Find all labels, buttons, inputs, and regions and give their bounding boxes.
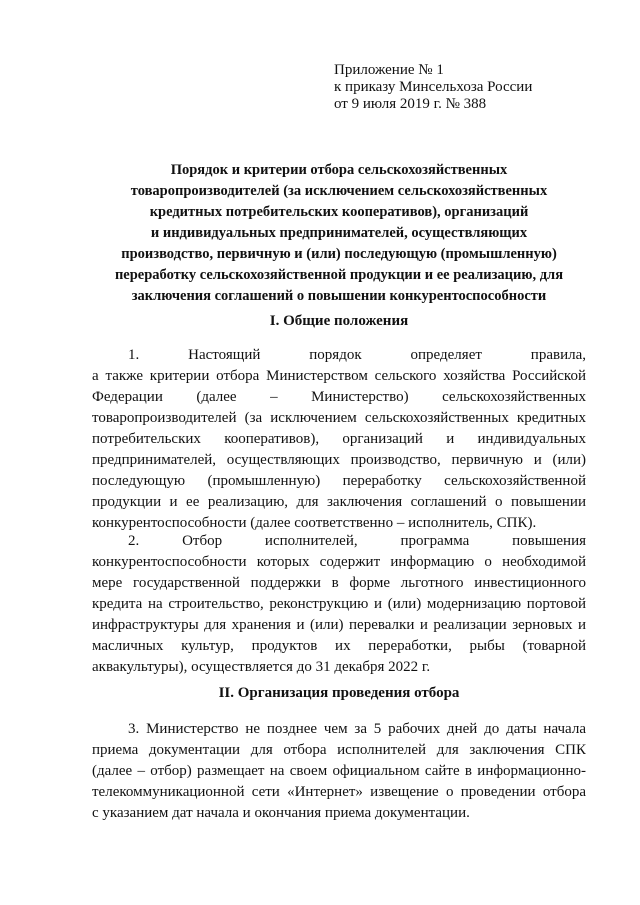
- title-line: заключения соглашений о повышении конкурентоспособности: [131, 288, 547, 304]
- document-title: [92, 160, 586, 307]
- title-line: переработку сельскохозяйственной продукции и ее реализацию, для: [114, 267, 564, 283]
- title-line: производство, первичную и (или) последующую (промышленную): [121, 246, 557, 262]
- paragraph-line: кредита на строительство, реконструкцию и (или) модернизацию портовой: [92, 596, 586, 612]
- section-heading-general: I. Общие положения: [269, 313, 409, 329]
- paragraph-line: предпринимателей, осуществляющих производство, первичную и (или): [92, 452, 586, 468]
- paragraph-line: продукции и ее реализацию, для заключения соглашений о повышении: [92, 494, 586, 510]
- section-heading-organization: II. Организация проведения отбора: [218, 685, 460, 701]
- title-line: Порядок и критерии отбора сельскохозяйственных: [170, 162, 508, 178]
- paragraph-1: [92, 345, 586, 534]
- paragraph-line: Федерации (далее – Министерство) сельскохозяйственных: [92, 389, 586, 405]
- paragraph-line: товаропроизводителей (за исключением сельскохозяйственных кредитных: [92, 410, 586, 426]
- paragraph-line: конкурентоспособности которых содержит информацию о необходимой: [92, 554, 586, 570]
- paragraph-line: 1. Настоящий порядок определяет правила,: [128, 347, 586, 363]
- paragraph-line: последующую (промышленную) переработку сельскохозяйственной: [92, 473, 586, 489]
- title-line: товаропроизводителей (за исключением сельскохозяйственных: [130, 183, 548, 199]
- appendix-order-ref: к приказу Минсельхоза России: [334, 79, 533, 95]
- paragraph-line: мере государственной поддержки в форме льготного инвестиционного: [92, 575, 586, 591]
- paragraph-line: телекоммуникационной сети «Интернет» извещение о проведении отбора: [92, 784, 586, 800]
- paragraph-line: 2. Отбор исполнителей, программа повышения: [128, 533, 586, 549]
- paragraph-line: потребительских кооперативов), организаций и индивидуальных: [92, 431, 586, 447]
- paragraph-line: 3. Министерство не позднее чем за 5 рабочих дней до даты начала: [128, 721, 586, 737]
- appendix-header: [334, 62, 532, 113]
- appendix-number: Приложение № 1: [334, 62, 444, 78]
- paragraph-line: масличных культур, продуктов их переработки, рыбы (товарной: [92, 638, 586, 654]
- paragraph-line: аквакультуры), осуществляется до 31 декабря 2022 г.: [92, 659, 431, 675]
- paragraph-2: [92, 531, 586, 678]
- title-line: кредитных потребительских кооперативов), организаций: [149, 204, 529, 220]
- paragraph-3: [92, 719, 586, 824]
- paragraph-line: инфраструктуры для хранения и (или) перевалки и реализации зерновых и: [92, 617, 586, 633]
- paragraph-line: конкурентоспособности (далее соответственно – исполнитель, СПК).: [92, 515, 537, 531]
- appendix-order-date: от 9 июля 2019 г. № 388: [334, 96, 487, 112]
- paragraph-line: а также критерии отбора Министерством сельского хозяйства Российской: [92, 368, 586, 384]
- paragraph-line: (далее – отбор) размещает на своем официальном сайте в информационно-: [92, 763, 586, 779]
- paragraph-line: приема документации для отбора исполнителей для заключения СПК: [92, 742, 586, 758]
- paragraph-line: с указанием дат начала и окончания приема документации.: [92, 805, 470, 821]
- title-line: и индивидуальных предпринимателей, осуществляющих: [150, 225, 528, 241]
